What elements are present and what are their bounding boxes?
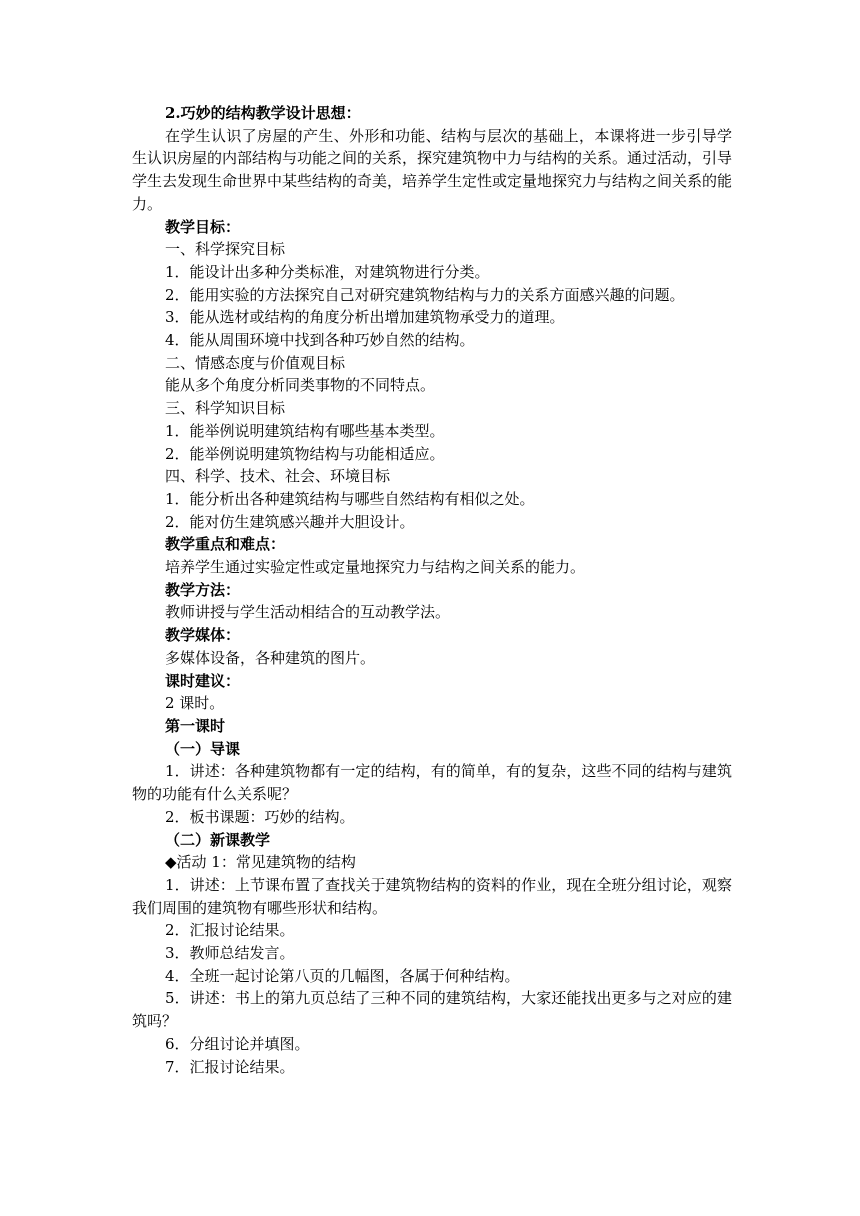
activity1-item: 2．汇报讨论结果。 [165,921,295,940]
activity1-item: 7．汇报讨论结果。 [165,1057,295,1076]
goal4-item: 2．能对仿生建筑感兴趣并大胆设计。 [165,512,415,531]
intro-heading: （一）导课 [165,739,241,758]
goal3-item: 2．能举例说明建筑物结构与功能相适应。 [165,444,445,463]
goal4-title: 四、科学、技术、社会、环境目标 [165,467,391,486]
design-heading: 2.巧妙的结构教学设计思想： [165,104,361,122]
goal1-item: 1．能设计出多种分类标准，对建筑物进行分类。 [165,262,490,281]
media-heading: 教学媒体： [165,626,241,645]
activity1-item: 1．讲述：上节课布置了查找关于建筑物结构的资料的作业，现在全班分组讨论，观察我们周围的建筑物有哪些形状和结构。 [132,875,732,917]
goal2-text: 能从多个角度分析同类事物的不同特点。 [165,376,436,395]
key-points-text: 培养学生通过实验定性或定量地探究力与结构之间关系的能力。 [165,558,586,577]
new-lesson-heading: （二）新课教学 [165,830,271,849]
activity1-item: 4．全班一起讨论第八页的几幅图，各属于何种结构。 [165,966,520,985]
goal2-title: 二、情感态度与价值观目标 [165,353,346,372]
activity1-item: 5．讲述：书上的第九页总结了三种不同的建筑结构，大家还能找出更多与之对应的建筑吗？ [132,989,732,1031]
intro-item: 2．板书课题：巧妙的结构。 [165,807,355,826]
method-text: 教师讲授与学生活动相结合的互动教学法。 [165,603,451,622]
design-paragraph: 在学生认识了房屋的产生、外形和功能、结构与层次的基础上，本课将进一步引导学生认识房屋的内部结构与功能之间的关系，探究建筑物中力与结构的关系。通过活动，引导学生去发现生命世界中某些结构的奇美，培养学生定性或定量地探究力与结构之间关系的能力。 [132,126,733,213]
goal1-item: 2．能用实验的方法探究自己对研究建筑物结构与力的关系方面感兴趣的问题。 [165,285,685,304]
method-heading: 教学方法： [165,580,241,599]
goal1-item: 3．能从选材或结构的角度分析出增加建筑物承受力的道理。 [165,308,565,327]
hours-text: 2 课时。 [165,694,225,713]
document-body [132,102,732,1078]
goal4-item: 1．能分析出各种建筑结构与哪些自然结构有相似之处。 [165,489,535,508]
goal1-title: 一、科学探究目标 [165,240,286,259]
goal3-item: 1．能举例说明建筑结构有哪些基本类型。 [165,421,445,440]
intro-item: 1．讲述：各种建筑物都有一定的结构，有的简单，有的复杂，这些不同的结构与建筑物的功能有什么关系呢？ [132,762,732,804]
media-text: 多媒体设备，各种建筑的图片。 [165,648,376,667]
activity1-title: ◆活动 1：常见建筑物的结构 [165,853,356,872]
hours-heading: 课时建议： [165,671,241,690]
goals-heading: 教学目标： [165,217,241,236]
goal3-title: 三、科学知识目标 [165,399,286,418]
activity1-item: 3．教师总结发言。 [165,944,295,963]
goal1-item: 4．能从周围环境中找到各种巧妙自然的结构。 [165,331,475,350]
key-points-heading: 教学重点和难点： [165,535,286,554]
activity1-item: 6．分组讨论并填图。 [165,1034,310,1053]
lesson1-heading: 第一课时 [165,716,226,735]
